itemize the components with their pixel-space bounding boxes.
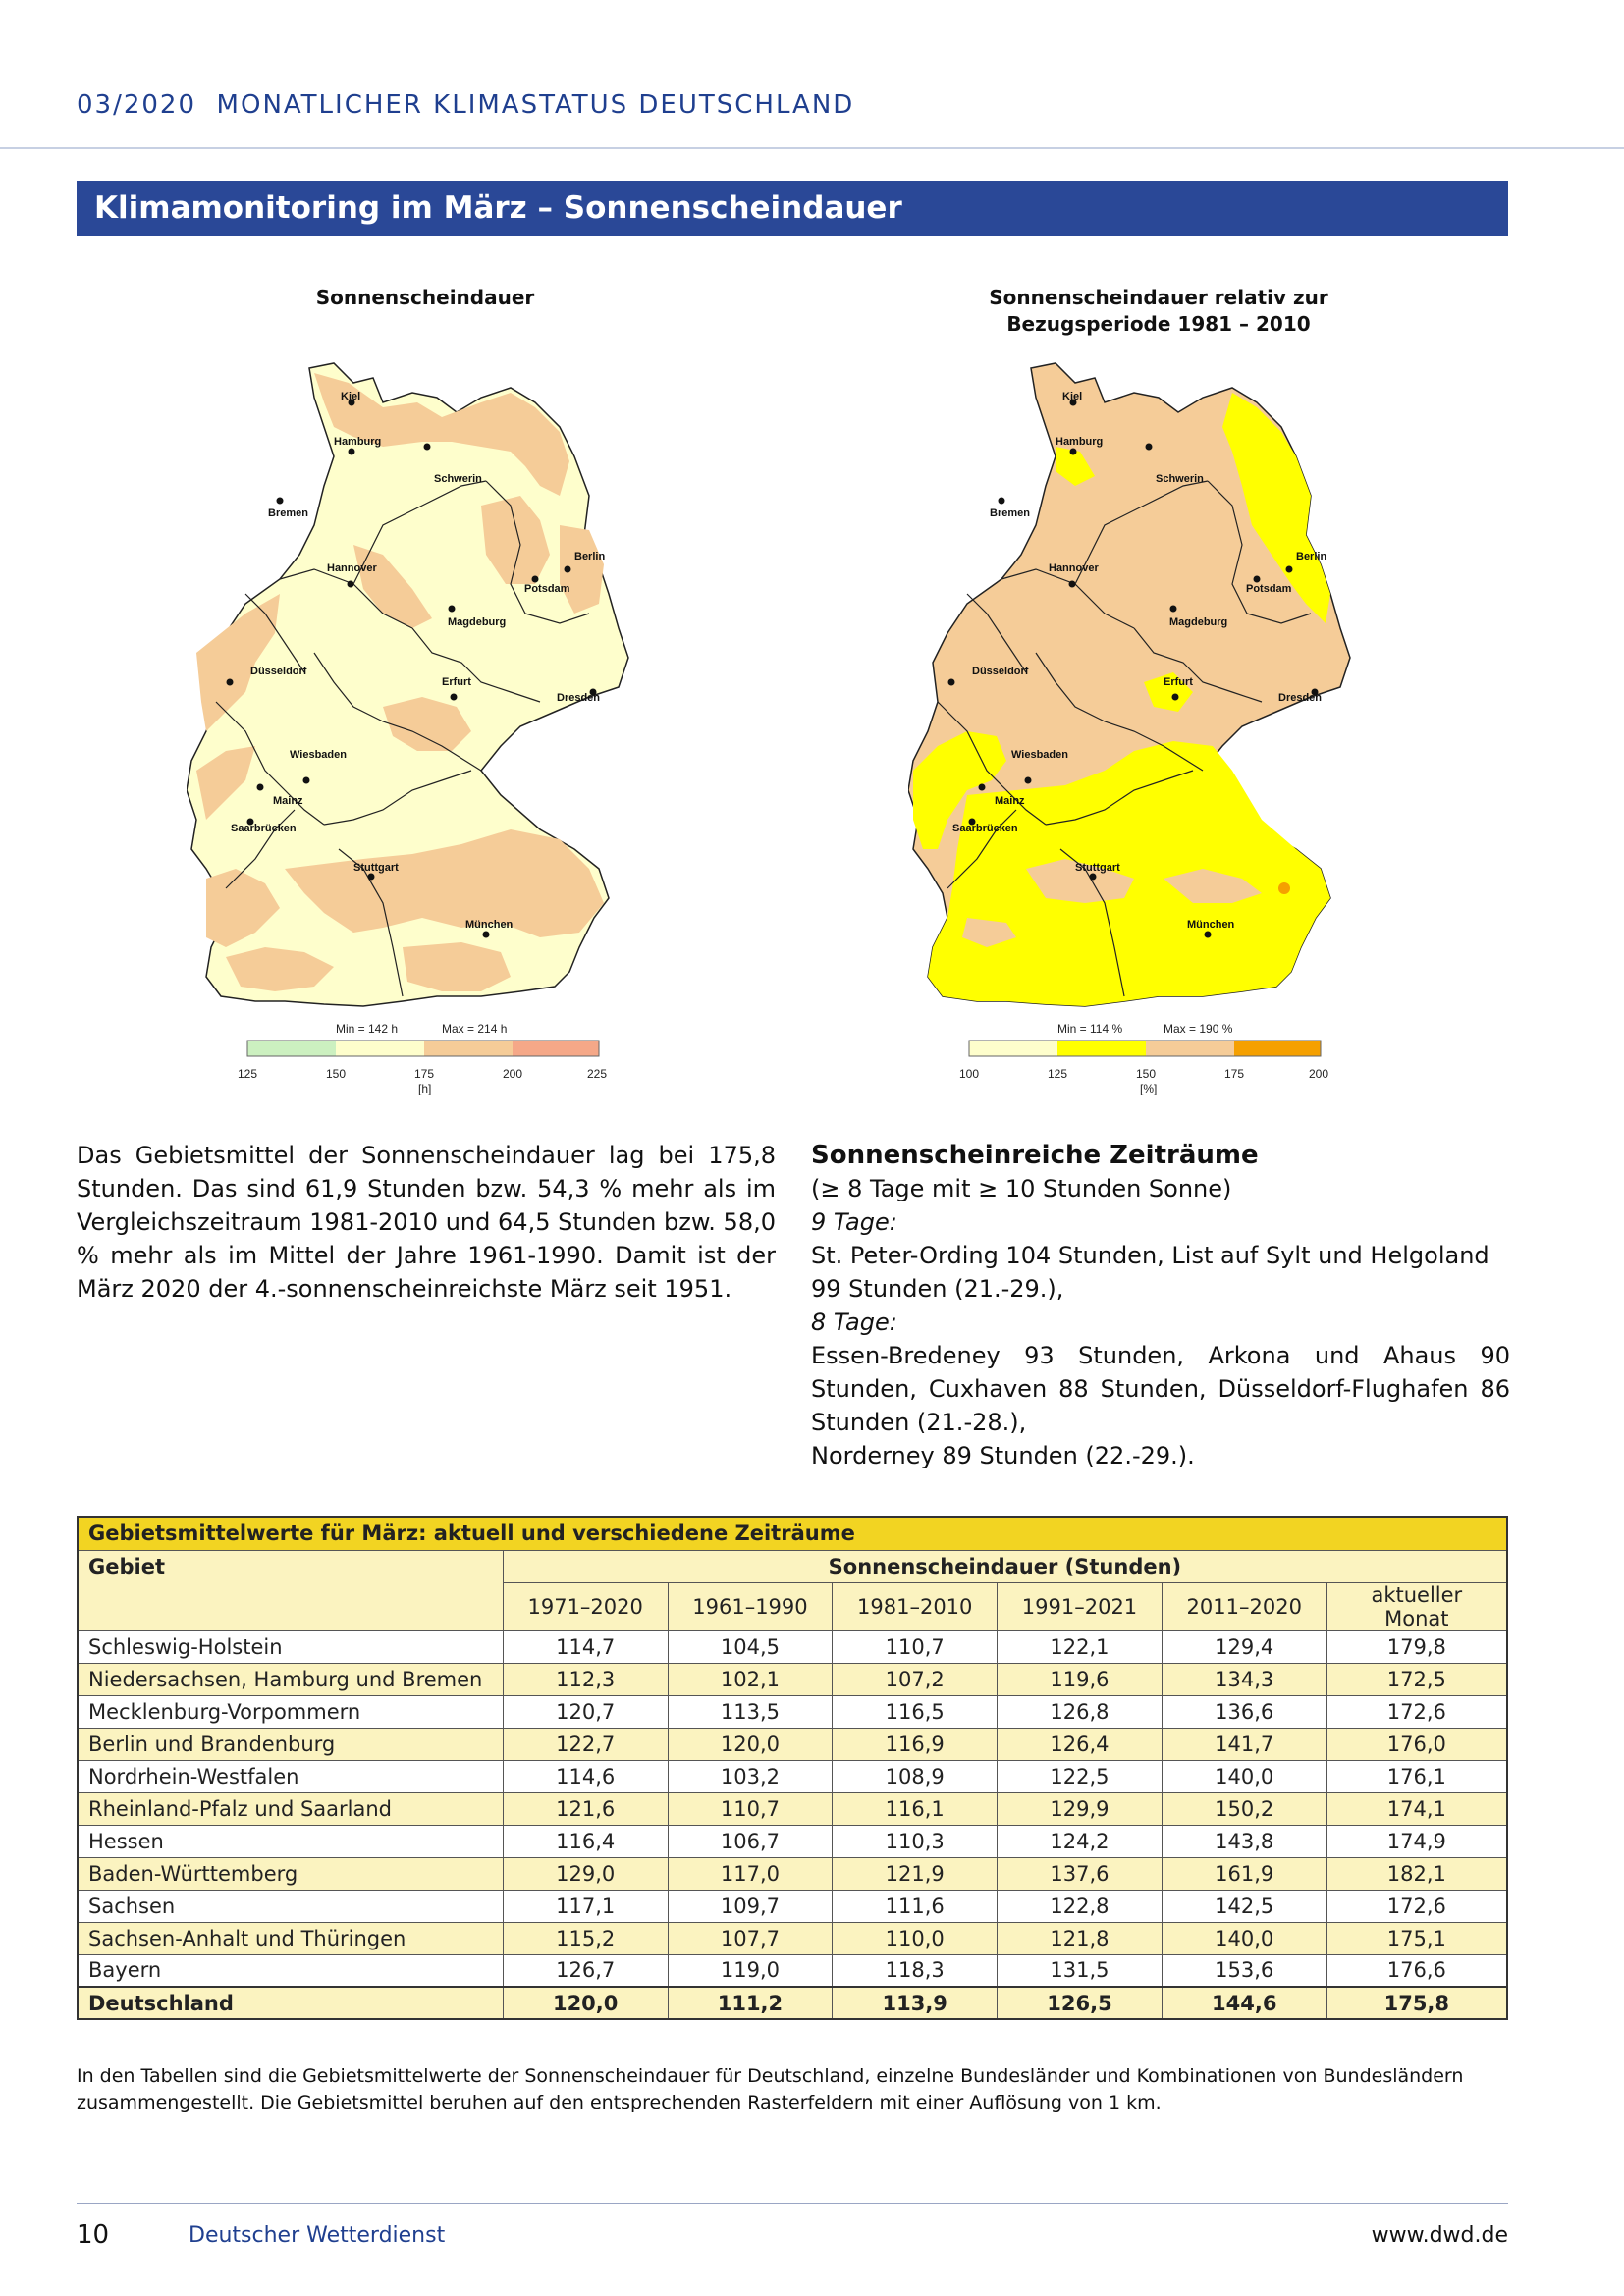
svg-text:Wiesbaden: Wiesbaden: [290, 749, 347, 761]
row-value: 174,9: [1326, 1825, 1507, 1857]
footer-divider: [77, 2203, 1508, 2204]
svg-text:Düsseldorf: Düsseldorf: [972, 666, 1029, 677]
row-value: 111,2: [668, 1987, 833, 2019]
map-left-unit: [h]: [418, 1082, 432, 1095]
footer-organization: Deutscher Wetterdienst: [189, 2223, 446, 2248]
svg-text:Mainz: Mainz: [995, 795, 1025, 807]
row-value: 175,8: [1326, 1987, 1507, 2019]
row-value: 113,5: [668, 1695, 833, 1728]
row-value: 122,8: [998, 1890, 1163, 1922]
row-value: 120,0: [668, 1728, 833, 1760]
map-right-tick: 125: [1048, 1067, 1068, 1081]
svg-text:Dresden: Dresden: [557, 692, 601, 704]
svg-text:Hamburg: Hamburg: [334, 436, 382, 448]
svg-text:Düsseldorf: Düsseldorf: [250, 666, 307, 677]
row-value: 126,4: [998, 1728, 1163, 1760]
row-value: 129,4: [1162, 1630, 1326, 1663]
table-row: [78, 1792, 1507, 1825]
map-left-max: Max = 214 h: [442, 1022, 508, 1036]
row-region-name: Mecklenburg-Vorpommern: [78, 1695, 503, 1728]
row-value: 110,3: [833, 1825, 998, 1857]
sunny-periods-heading: Sonnenscheinreiche Zeiträume: [811, 1141, 1259, 1170]
table-row: [78, 1954, 1507, 1987]
header-divider: [0, 147, 1624, 149]
map-right-colorbar: [969, 1041, 1321, 1056]
period-header: 2011–2020: [1162, 1582, 1326, 1630]
svg-text:Potsdam: Potsdam: [1246, 583, 1292, 595]
table-row: [78, 1890, 1507, 1922]
map-right-title: Sonnenscheindauer relativ zur Bezugsperiode 1981 – 2010: [989, 286, 1328, 336]
row-region-name: Nordrhein-Westfalen: [78, 1760, 503, 1792]
table-row: [78, 1825, 1507, 1857]
map-left-min: Min = 142 h: [336, 1022, 399, 1036]
row-value: 102,1: [668, 1663, 833, 1695]
map-left-title: Sonnenscheindauer: [315, 286, 535, 309]
group2-label: 8 Tage:: [811, 1308, 897, 1336]
row-value: 103,2: [668, 1760, 833, 1792]
row-value: 179,8: [1326, 1630, 1507, 1663]
row-value: 115,2: [503, 1922, 668, 1954]
map-left-tick: 125: [238, 1067, 258, 1081]
svg-text:Magdeburg: Magdeburg: [1169, 616, 1228, 628]
svg-text:Berlin: Berlin: [574, 551, 606, 562]
period-header: 1991–2021: [998, 1582, 1163, 1630]
row-value: 172,6: [1326, 1695, 1507, 1728]
map-left-colorbar: [247, 1041, 599, 1056]
svg-text:München: München: [465, 919, 514, 931]
row-value: 112,3: [503, 1663, 668, 1695]
group2-text: Essen-Bredeney 93 Stunden, Arkona und Ahaus 90 Stunden, Cuxhaven 88 Stunden, Düsseldorf-Flughafen 86 Stunden (21.-28.),: [811, 1342, 1510, 1436]
row-value: 150,2: [1162, 1792, 1326, 1825]
row-value: 126,8: [998, 1695, 1163, 1728]
row-region-name: Deutschland: [78, 1987, 503, 2019]
map-right-min: Min = 114 %: [1057, 1022, 1123, 1036]
svg-text:Kiel: Kiel: [1062, 391, 1083, 402]
row-value: 110,0: [833, 1922, 998, 1954]
row-value: 110,7: [668, 1792, 833, 1825]
map-right-tick: 150: [1136, 1067, 1157, 1081]
publication-title: MONATLICHER KLIMASTATUS DEUTSCHLAND: [216, 90, 855, 120]
row-value: 118,3: [833, 1954, 998, 1987]
row-value: 131,5: [998, 1954, 1163, 1987]
map-right-max: Max = 190 %: [1164, 1022, 1233, 1036]
period-header: 1971–2020: [503, 1582, 668, 1630]
row-value: 137,6: [998, 1857, 1163, 1890]
period-header: 1981–2010: [833, 1582, 998, 1630]
row-value: 120,7: [503, 1695, 668, 1728]
row-region-name: Sachsen: [78, 1890, 503, 1922]
regional-means-table: [77, 1516, 1508, 2020]
summary-paragraph: Das Gebietsmittel der Sonnenscheindauer lag bei 175,8 Stunden. Das sind 61,9 Stunden bzw. 54,3 % mehr als im Vergleichszeitraum 1981-2010 und 64,5 Stunden bzw. 58,0 % mehr als im Mittel der Jahre 1961-1990. Damit ist der März 2020 der 4.-sonnenscheinreichste März seit 1951.: [77, 1142, 776, 1303]
row-value: 116,1: [833, 1792, 998, 1825]
row-value: 116,5: [833, 1695, 998, 1728]
row-region-name: Niedersachsen, Hamburg und Bremen: [78, 1663, 503, 1695]
row-value: 175,1: [1326, 1922, 1507, 1954]
row-value: 116,4: [503, 1825, 668, 1857]
row-value: 174,1: [1326, 1792, 1507, 1825]
row-value: 129,0: [503, 1857, 668, 1890]
row-value: 172,6: [1326, 1890, 1507, 1922]
table-row: [78, 1922, 1507, 1954]
row-value: 122,5: [998, 1760, 1163, 1792]
row-region-name: Berlin und Brandenburg: [78, 1728, 503, 1760]
page-number: 10: [77, 2220, 110, 2250]
row-region-name: Schleswig-Holstein: [78, 1630, 503, 1663]
col-header-group: Sonnenscheindauer (Stunden): [503, 1550, 1507, 1582]
row-value: 161,9: [1162, 1857, 1326, 1890]
row-value: 122,7: [503, 1728, 668, 1760]
sunny-periods-block: [811, 1139, 1510, 1472]
svg-text:Saarbrücken: Saarbrücken: [231, 823, 297, 834]
table-row: [78, 1630, 1507, 1663]
row-value: 143,8: [1162, 1825, 1326, 1857]
table-total-row: [78, 1987, 1507, 2019]
svg-text:Bremen: Bremen: [990, 507, 1030, 519]
relative-max-spot: [1278, 882, 1290, 894]
row-value: 109,7: [668, 1890, 833, 1922]
table-body: [78, 1630, 1507, 2019]
running-header: [77, 90, 854, 120]
city-label: Kiel: [341, 391, 361, 402]
row-value: 176,0: [1326, 1728, 1507, 1760]
row-value: 107,2: [833, 1663, 998, 1695]
row-value: 126,5: [998, 1987, 1163, 2019]
svg-text:Wiesbaden: Wiesbaden: [1011, 749, 1068, 761]
row-region-name: Baden-Württemberg: [78, 1857, 503, 1890]
map-right-unit: [%]: [1140, 1082, 1158, 1095]
row-value: 122,1: [998, 1630, 1163, 1663]
svg-text:Dresden: Dresden: [1278, 692, 1323, 704]
map-left-tick: 200: [503, 1067, 523, 1081]
period-header: 1961–1990: [668, 1582, 833, 1630]
map-left-tick: 150: [326, 1067, 347, 1081]
group1-text: St. Peter-Ording 104 Stunden, List auf Sylt und Helgoland 99 Stunden (21.-29.),: [811, 1242, 1489, 1303]
row-value: 172,5: [1326, 1663, 1507, 1695]
map-right-tick: 200: [1309, 1067, 1329, 1081]
row-value: 182,1: [1326, 1857, 1507, 1890]
row-value: 106,7: [668, 1825, 833, 1857]
row-region-name: Rheinland-Pfalz und Saarland: [78, 1792, 503, 1825]
svg-text:Hannover: Hannover: [1049, 562, 1099, 574]
section-banner: Klimamonitoring im März – Sonnenscheindauer: [77, 181, 1508, 236]
row-region-name: Hessen: [78, 1825, 503, 1857]
row-value: 176,1: [1326, 1760, 1507, 1792]
row-value: 116,9: [833, 1728, 998, 1760]
svg-text:Stuttgart: Stuttgart: [353, 862, 399, 874]
row-value: 124,2: [998, 1825, 1163, 1857]
row-value: 104,5: [668, 1630, 833, 1663]
row-value: 114,6: [503, 1760, 668, 1792]
row-value: 126,7: [503, 1954, 668, 1987]
row-value: 121,9: [833, 1857, 998, 1890]
map-right-tick: 100: [959, 1067, 980, 1081]
table-row: [78, 1695, 1507, 1728]
row-value: 113,9: [833, 1987, 998, 2019]
svg-text:Mainz: Mainz: [273, 795, 303, 807]
group2-text-2: Norderney 89 Stunden (22.-29.).: [811, 1442, 1195, 1469]
map-right: [908, 358, 1380, 1095]
svg-text:Potsdam: Potsdam: [524, 583, 570, 595]
footer-url: www.dwd.de: [1371, 2223, 1508, 2248]
map-right-tick: 175: [1224, 1067, 1245, 1081]
table-caption: Gebietsmittelwerte für März: aktuell und verschiedene Zeiträume: [78, 1517, 1507, 1550]
col-header-region: Gebiet: [78, 1550, 503, 1630]
svg-text:München: München: [1187, 919, 1235, 931]
row-value: 114,7: [503, 1630, 668, 1663]
row-value: 111,6: [833, 1890, 998, 1922]
period-header: aktueller Monat: [1326, 1582, 1507, 1630]
svg-text:Saarbrücken: Saarbrücken: [952, 823, 1018, 834]
svg-text:Stuttgart: Stuttgart: [1075, 862, 1120, 874]
row-value: 144,6: [1162, 1987, 1326, 2019]
row-value: 121,6: [503, 1792, 668, 1825]
group1-label: 9 Tage:: [811, 1208, 897, 1236]
row-value: 108,9: [833, 1760, 998, 1792]
row-value: 176,6: [1326, 1954, 1507, 1987]
row-value: 119,0: [668, 1954, 833, 1987]
svg-text:Hamburg: Hamburg: [1056, 436, 1104, 448]
issue-number: 03/2020: [77, 90, 197, 120]
table-row: [78, 1728, 1507, 1760]
svg-text:Erfurt: Erfurt: [442, 676, 471, 688]
svg-text:Hannover: Hannover: [327, 562, 377, 574]
row-value: 107,7: [668, 1922, 833, 1954]
row-value: 134,3: [1162, 1663, 1326, 1695]
row-value: 119,6: [998, 1663, 1163, 1695]
row-value: 142,5: [1162, 1890, 1326, 1922]
row-value: 120,0: [503, 1987, 668, 2019]
row-region-name: Bayern: [78, 1954, 503, 1987]
table-row: [78, 1760, 1507, 1792]
row-value: 140,0: [1162, 1922, 1326, 1954]
row-value: 117,1: [503, 1890, 668, 1922]
row-value: 129,9: [998, 1792, 1163, 1825]
row-value: 121,8: [998, 1922, 1163, 1954]
row-value: 153,6: [1162, 1954, 1326, 1987]
table-row: [78, 1857, 1507, 1890]
row-region-name: Sachsen-Anhalt und Thüringen: [78, 1922, 503, 1954]
svg-text:Magdeburg: Magdeburg: [448, 616, 507, 628]
table-footnote: In den Tabellen sind die Gebietsmittelwerte der Sonnenscheindauer für Deutschland, einzelne Bundesländer und Kombinationen von Bundesländern zusammengestellt. Die Gebietsmittel beruhen auf den entsprechenden Rasterfeldern mit einer Auflösung von 1 km.: [77, 2065, 1464, 2113]
table-row: [78, 1663, 1507, 1695]
row-value: 110,7: [833, 1630, 998, 1663]
svg-text:Schwerin: Schwerin: [1156, 473, 1204, 485]
svg-text:Erfurt: Erfurt: [1164, 676, 1193, 688]
svg-text:Schwerin: Schwerin: [434, 473, 482, 485]
row-value: 140,0: [1162, 1760, 1326, 1792]
sunny-periods-subheading: (≥ 8 Tage mit ≥ 10 Stunden Sonne): [811, 1175, 1232, 1202]
svg-text:Bremen: Bremen: [268, 507, 308, 519]
svg-text:Berlin: Berlin: [1296, 551, 1327, 562]
map-left: [187, 358, 658, 1095]
row-value: 141,7: [1162, 1728, 1326, 1760]
row-value: 117,0: [668, 1857, 833, 1890]
map-left-tick: 175: [414, 1067, 435, 1081]
row-value: 136,6: [1162, 1695, 1326, 1728]
map-left-tick: 225: [587, 1067, 608, 1081]
